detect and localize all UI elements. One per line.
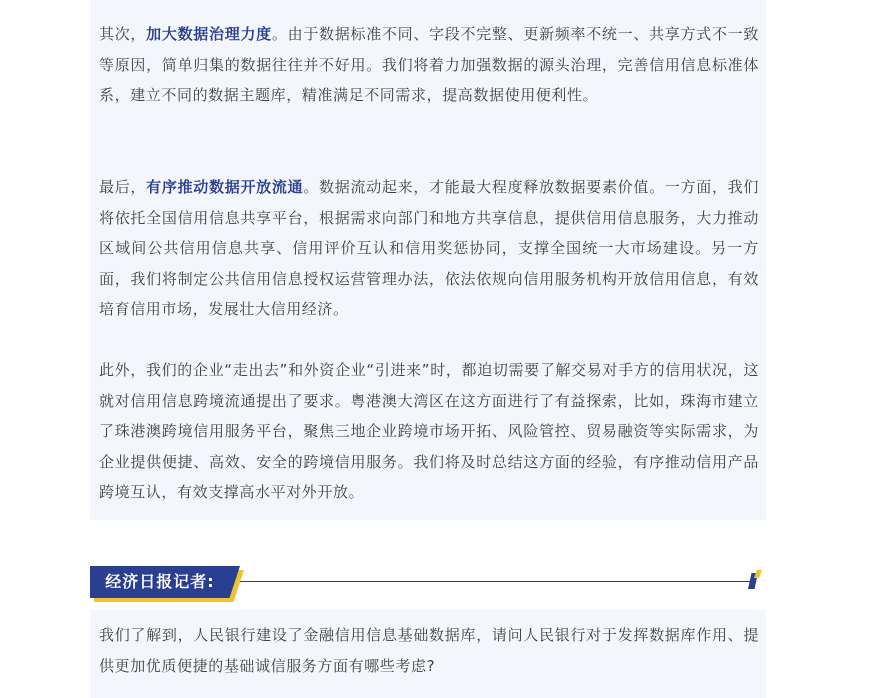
reporter-label: 经济日报记者: [105, 572, 215, 591]
paragraph-body: 。数据流动起来，才能最大程度释放数据要素价值。一方面，我们将依托全国信用信息共享平台，根据需求向部门和地方共享信息，提供信用信息服务，大力推动区域间公共信用信息共享、信用评价互认和信用奖惩协同，支撑全国统一大市场建设。另一方面，我们将制定公共信用信息授权运营管理办法，依法依规向信用服务机构开放信用信息，有效培育信用市场，发展壮大信用经济。 [99, 178, 759, 318]
paragraph-body: 此外，我们的企业“走出去”和外资企业“引进来”时，都迫切需要了解交易对手方的信用状况，这就对信用信息跨境流通提出了要求。粤港澳大湾区在这方面进行了有益探索，比如，珠海市建立了珠港澳跨境信用服务平台，聚焦三地企业跨境市场开拓、风险管控、贸易融资等实际需求，为企业提供便捷、高效、安全的跨境信用服务。我们将及时总结这方面的经验，有序推动信用产品跨境互认，有效支撑高水平对外开放。 [99, 361, 759, 501]
reporter-header [90, 566, 766, 600]
answer-paragraph-1 [99, 19, 759, 111]
paragraph-body: 。由于数据标准不同、字段不完整、更新频率不统一、共享方式不一致等原因，简单归集的数据往往并不好用。我们将着力加强数据的源头治理，完善信用信息标准体系，建立不同的数据主题库，精准满足不同需求，提高数据使用便利性。 [99, 25, 759, 104]
highlight-data-governance: 加大数据治理力度 [146, 25, 272, 43]
answer-paragraph-2 [99, 172, 759, 325]
paragraph-lead: 最后， [99, 178, 147, 196]
divider-line [240, 581, 752, 582]
paragraph-lead: 其次， [99, 25, 147, 43]
question-text: 我们了解到，人民银行建设了金融信用信息基础数据库，请问人民银行对于发挥数据库作用、提供更加优质便捷的基础诚信服务方面有哪些考虑? [99, 626, 759, 675]
answer-paragraph-3 [99, 355, 759, 508]
highlight-data-flow: 有序推动数据开放流通 [146, 178, 304, 196]
